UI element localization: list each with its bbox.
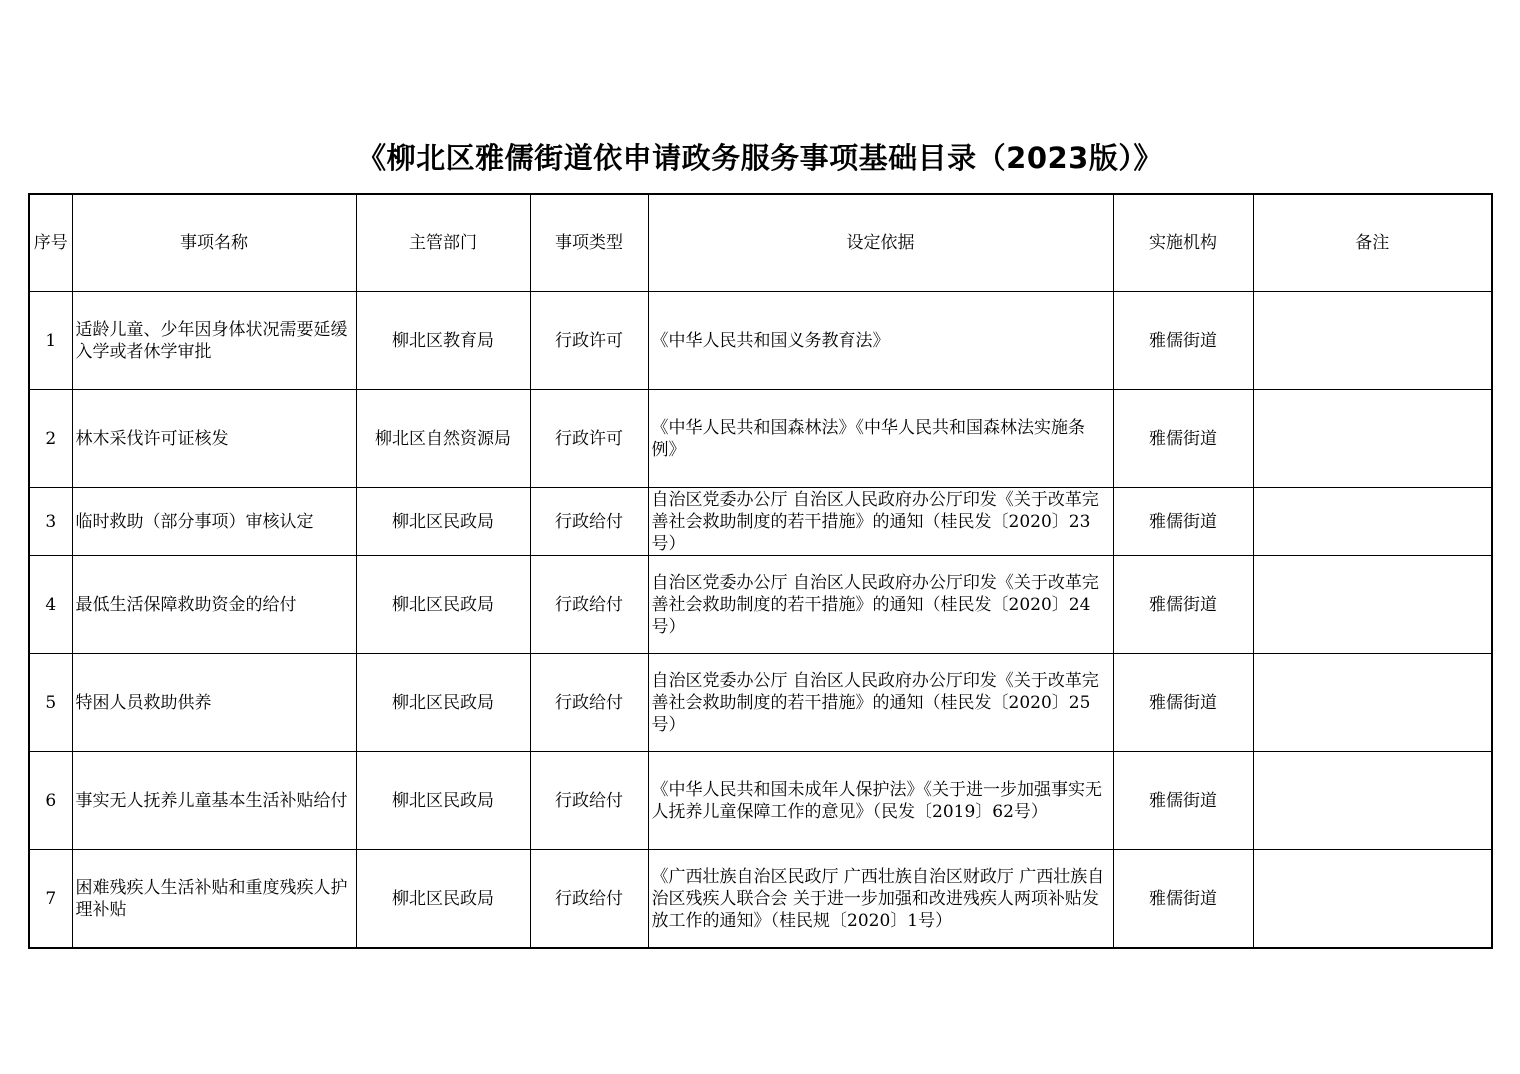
department-cell: 柳北区民政局 xyxy=(356,752,530,850)
seq-cell: 1 xyxy=(29,292,72,390)
table-row xyxy=(29,488,1492,556)
header-department: 主管部门 xyxy=(356,194,530,292)
seq-cell: 3 xyxy=(29,488,72,556)
item-type-cell: 行政给付 xyxy=(530,556,648,654)
service-catalog-table xyxy=(28,193,1493,949)
legal-basis-cell: 《中华人民共和国未成年人保护法》《关于进一步加强事实无人抚养儿童保障工作的意见》（民发〔2019〕62号） xyxy=(648,752,1113,850)
header-implementing-org: 实施机构 xyxy=(1113,194,1253,292)
department-cell: 柳北区教育局 xyxy=(356,292,530,390)
header-item-type: 事项类型 xyxy=(530,194,648,292)
department-cell: 柳北区民政局 xyxy=(356,654,530,752)
header-seq: 序号 xyxy=(29,194,72,292)
remarks-cell xyxy=(1253,556,1492,654)
implementing-org-cell: 雅儒街道 xyxy=(1113,850,1253,949)
seq-cell: 6 xyxy=(29,752,72,850)
implementing-org-cell: 雅儒街道 xyxy=(1113,292,1253,390)
item-type-cell: 行政给付 xyxy=(530,850,648,949)
remarks-cell xyxy=(1253,390,1492,488)
implementing-org-cell: 雅儒街道 xyxy=(1113,752,1253,850)
seq-cell: 7 xyxy=(29,850,72,949)
remarks-cell xyxy=(1253,752,1492,850)
implementing-org-cell: 雅儒街道 xyxy=(1113,488,1253,556)
item-type-cell: 行政给付 xyxy=(530,752,648,850)
item-name-cell: 适龄儿童、少年因身体状况需要延缓入学或者休学审批 xyxy=(72,292,356,390)
item-type-cell: 行政给付 xyxy=(530,654,648,752)
legal-basis-cell: 《广西壮族自治区民政厅 广西壮族自治区财政厅 广西壮族自治区残疾人联合会 关于进一步加强和改进残疾人两项补贴发放工作的通知》（桂民规〔2020〕1号） xyxy=(648,850,1113,949)
header-row xyxy=(29,194,1492,292)
table-row xyxy=(29,390,1492,488)
legal-basis-cell: 自治区党委办公厅 自治区人民政府办公厅印发《关于改革完善社会救助制度的若干措施》的通知（桂民发〔2020〕23号） xyxy=(648,488,1113,556)
header-item-name: 事项名称 xyxy=(72,194,356,292)
item-type-cell: 行政许可 xyxy=(530,390,648,488)
department-cell: 柳北区自然资源局 xyxy=(356,390,530,488)
header-remarks: 备注 xyxy=(1253,194,1492,292)
department-cell: 柳北区民政局 xyxy=(356,850,530,949)
item-name-cell: 事实无人抚养儿童基本生活补贴给付 xyxy=(72,752,356,850)
table-row xyxy=(29,654,1492,752)
remarks-cell xyxy=(1253,292,1492,390)
remarks-cell xyxy=(1253,488,1492,556)
item-type-cell: 行政给付 xyxy=(530,488,648,556)
legal-basis-cell: 自治区党委办公厅 自治区人民政府办公厅印发《关于改革完善社会救助制度的若干措施》的通知（桂民发〔2020〕25号） xyxy=(648,654,1113,752)
item-name-cell: 临时救助（部分事项）审核认定 xyxy=(72,488,356,556)
department-cell: 柳北区民政局 xyxy=(356,556,530,654)
item-type-cell: 行政许可 xyxy=(530,292,648,390)
remarks-cell xyxy=(1253,654,1492,752)
item-name-cell: 最低生活保障救助资金的给付 xyxy=(72,556,356,654)
department-cell: 柳北区民政局 xyxy=(356,488,530,556)
legal-basis-cell: 《中华人民共和国森林法》《中华人民共和国森林法实施条例》 xyxy=(648,390,1113,488)
legal-basis-cell: 自治区党委办公厅 自治区人民政府办公厅印发《关于改革完善社会救助制度的若干措施》的通知（桂民发〔2020〕24号） xyxy=(648,556,1113,654)
implementing-org-cell: 雅儒街道 xyxy=(1113,654,1253,752)
table-row xyxy=(29,850,1492,949)
table-row xyxy=(29,556,1492,654)
implementing-org-cell: 雅儒街道 xyxy=(1113,556,1253,654)
table-row xyxy=(29,292,1492,390)
document-title: 《柳北区雅儒街道依申请政务服务事项基础目录（2023版）》 xyxy=(357,141,1163,175)
item-name-cell: 困难残疾人生活补贴和重度残疾人护理补贴 xyxy=(72,850,356,949)
item-name-cell: 特困人员救助供养 xyxy=(72,654,356,752)
header-legal-basis: 设定依据 xyxy=(648,194,1113,292)
seq-cell: 5 xyxy=(29,654,72,752)
item-name-cell: 林木采伐许可证核发 xyxy=(72,390,356,488)
implementing-org-cell: 雅儒街道 xyxy=(1113,390,1253,488)
table-row xyxy=(29,752,1492,850)
remarks-cell xyxy=(1253,850,1492,949)
seq-cell: 4 xyxy=(29,556,72,654)
seq-cell: 2 xyxy=(29,390,72,488)
legal-basis-cell: 《中华人民共和国义务教育法》 xyxy=(648,292,1113,390)
